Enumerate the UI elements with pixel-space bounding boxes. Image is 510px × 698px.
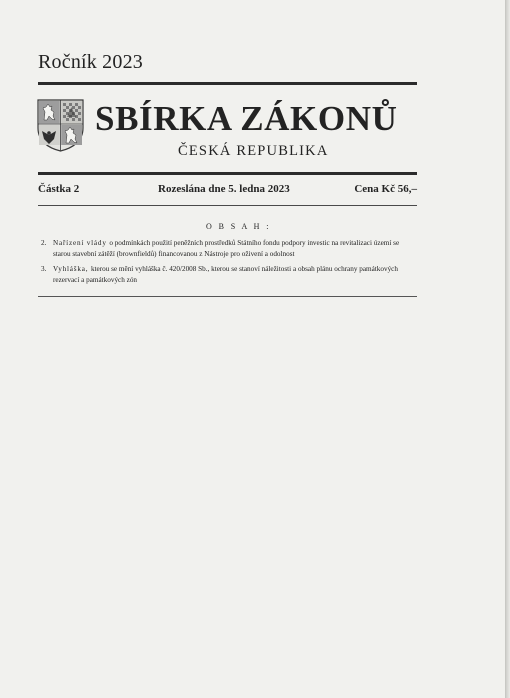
contents-item-number: 2. <box>41 239 47 247</box>
contents-item-text: o podmínkách použití peněžních prostředků Státního fondu podpory investic na revitalizaci území se starou stavební zátěží (brownfieldů) financovanou z Nástroje pro oživení a odolnost <box>53 239 400 258</box>
gazette-title: SBÍRKA ZÁKONŮ <box>95 99 398 138</box>
contents-item <box>38 238 417 260</box>
part-number: Částka 2 <box>38 183 80 195</box>
contents-item-type: Vyhláška, <box>53 265 91 273</box>
contents-bottom-rule <box>38 296 417 297</box>
coat-of-arms-icon <box>37 99 84 152</box>
top-rule <box>38 82 417 85</box>
gazette-subtitle: ČESKÁ REPUBLIKA <box>178 143 329 159</box>
contents-item <box>38 264 417 286</box>
price-label: Cena Kč 56,– <box>354 183 417 195</box>
middle-rule <box>38 172 417 175</box>
header-bottom-rule <box>38 205 417 206</box>
contents-item-number: 3. <box>41 265 47 273</box>
volume-label: Ročník 2023 <box>38 51 143 73</box>
contents-heading: O B S A H : <box>206 222 271 231</box>
page-edge <box>506 0 510 698</box>
contents-list <box>38 238 417 290</box>
distribution-date: Rozeslána dne 5. ledna 2023 <box>158 183 290 195</box>
contents-item-text: kterou se mění vyhláška č. 420/2008 Sb., kterou se stanoví náležitosti a obsah plánu ochrany památkových rezervací a památkových zón <box>53 265 398 284</box>
contents-item-type: Nařízení vlády <box>53 239 110 247</box>
